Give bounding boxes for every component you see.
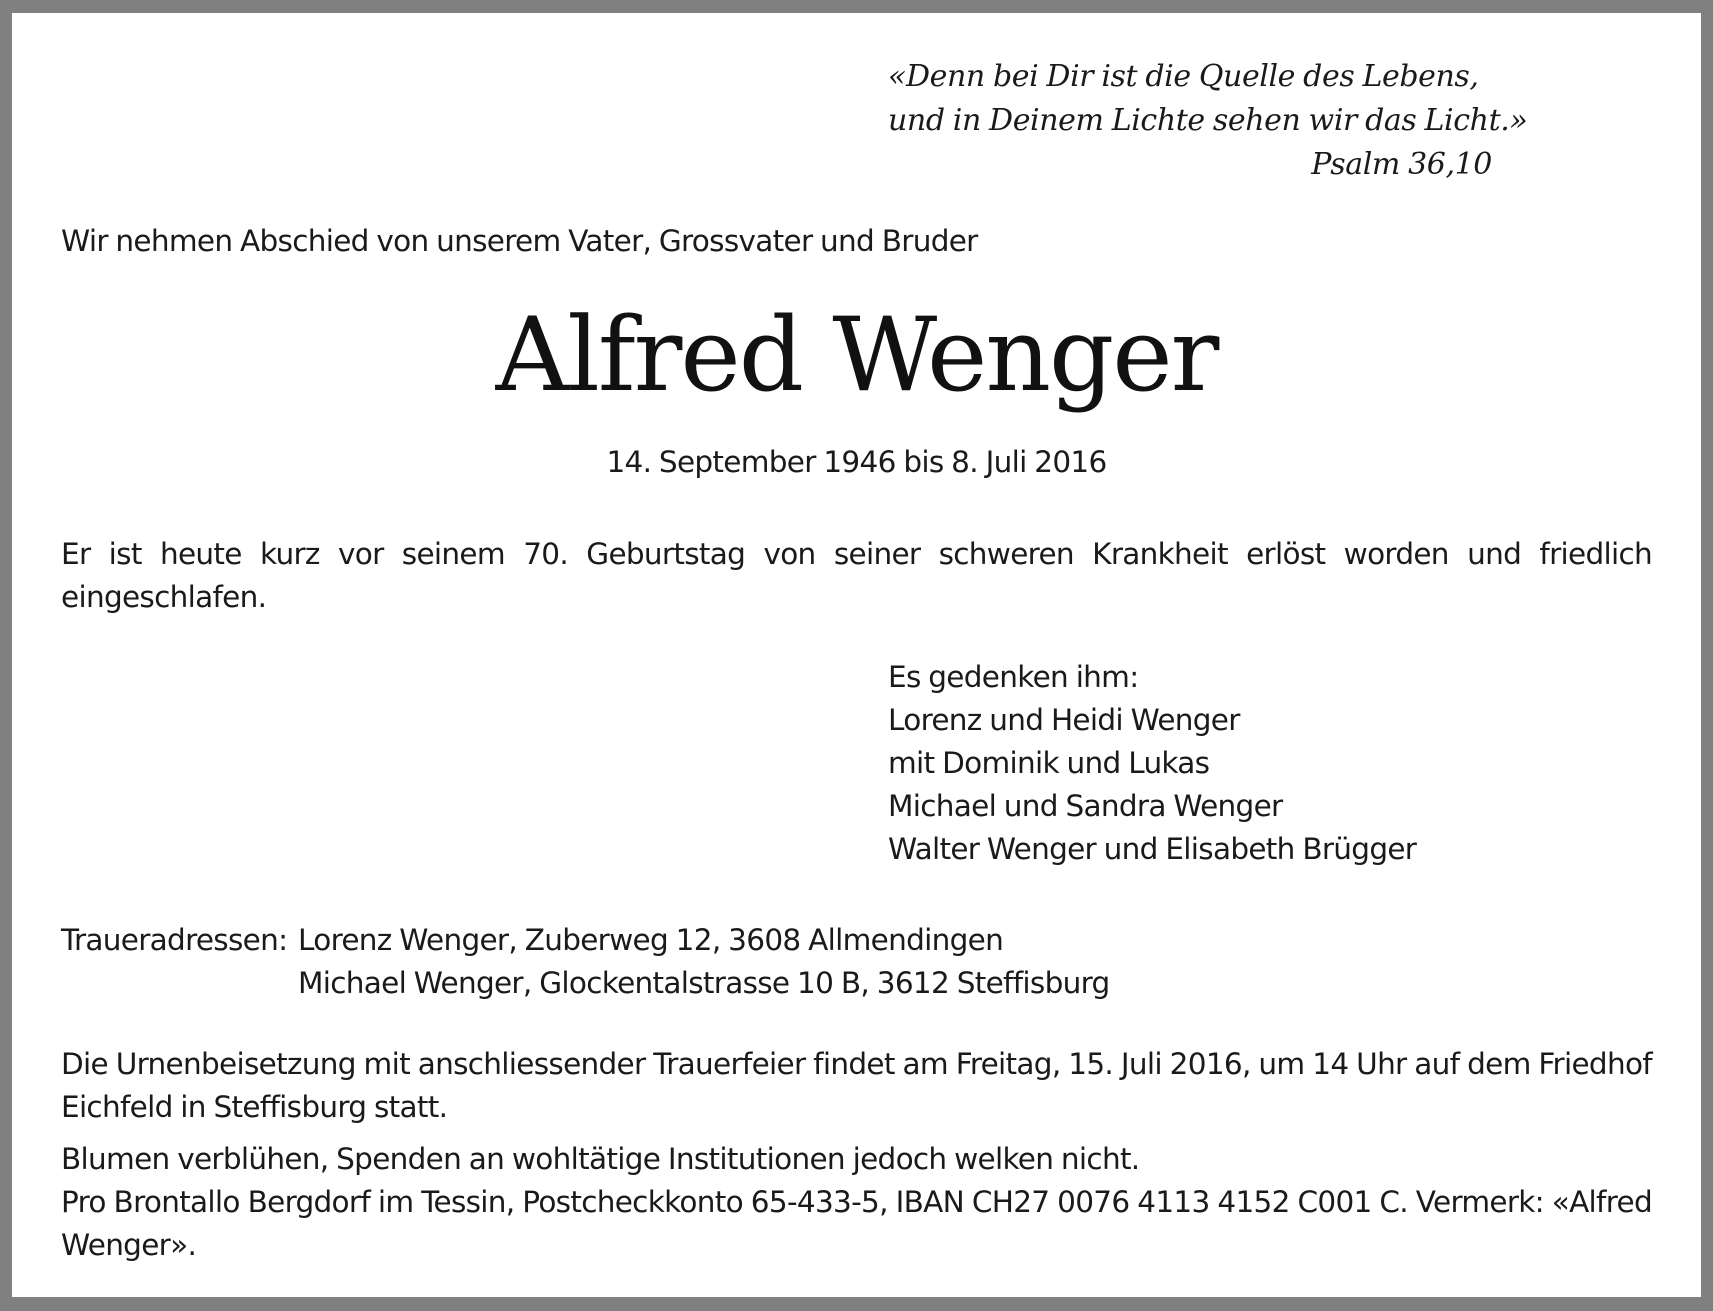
quote-source: Psalm 36,10 xyxy=(1311,147,1492,182)
service-info: Die Urnenbeisetzung mit anschliessender Trauerfeier findet am Freitag, 15. Juli 2016, um 14 Uhr auf dem Friedhof Eichfeld in Steffisburg statt. xyxy=(61,1047,1652,1124)
donation-line-2: Pro Brontallo Bergdorf im Tessin, Postcheckkonto 65-433-5, IBAN CH27 0076 4113 4152 C001 C. Vermerk: «Alfred Wenger». xyxy=(61,1185,1652,1262)
mourners-heading: Es gedenken ihm: xyxy=(888,660,1139,694)
addresses-label: Traueradressen: xyxy=(61,923,288,957)
mourner-line: Lorenz und Heidi Wenger xyxy=(888,703,1240,737)
deceased-name: Alfred Wenger xyxy=(495,296,1218,415)
quote-line-2: und in Deinem Lichte sehen wir das Licht.» xyxy=(888,103,1528,138)
donation-info xyxy=(61,1138,1652,1267)
mourners-list xyxy=(888,656,1416,871)
mourner-line: Walter Wenger und Elisabeth Brügger xyxy=(888,832,1417,866)
mourner-line: Michael und Sandra Wenger xyxy=(888,789,1283,823)
quote-line-1: «Denn bei Dir ist die Quelle des Lebens, xyxy=(888,59,1479,94)
address-line: Lorenz Wenger, Zuberweg 12, 3608 Allmendingen xyxy=(298,923,1004,957)
death-message: Er ist heute kurz vor seinem 70. Geburtstag von seiner schweren Krankheit erlöst worden und friedlich eingeschlafen. xyxy=(61,537,1652,614)
mourner-line: mit Dominik und Lukas xyxy=(888,746,1210,780)
mourning-addresses xyxy=(61,919,1110,1005)
donation-line-1: Blumen verblühen, Spenden an wohltätige Institutionen jedoch welken nicht. xyxy=(61,1142,1140,1176)
address-line: Michael Wenger, Glockentalstrasse 10 B, 3612 Steffisburg xyxy=(298,966,1110,1000)
life-dates: 14. September 1946 bis 8. Juli 2016 xyxy=(606,445,1107,479)
psalm-quote xyxy=(888,55,1528,187)
intro-text: Wir nehmen Abschied von unserem Vater, Grossvater und Bruder xyxy=(61,224,978,258)
obituary-notice xyxy=(12,13,1701,1297)
